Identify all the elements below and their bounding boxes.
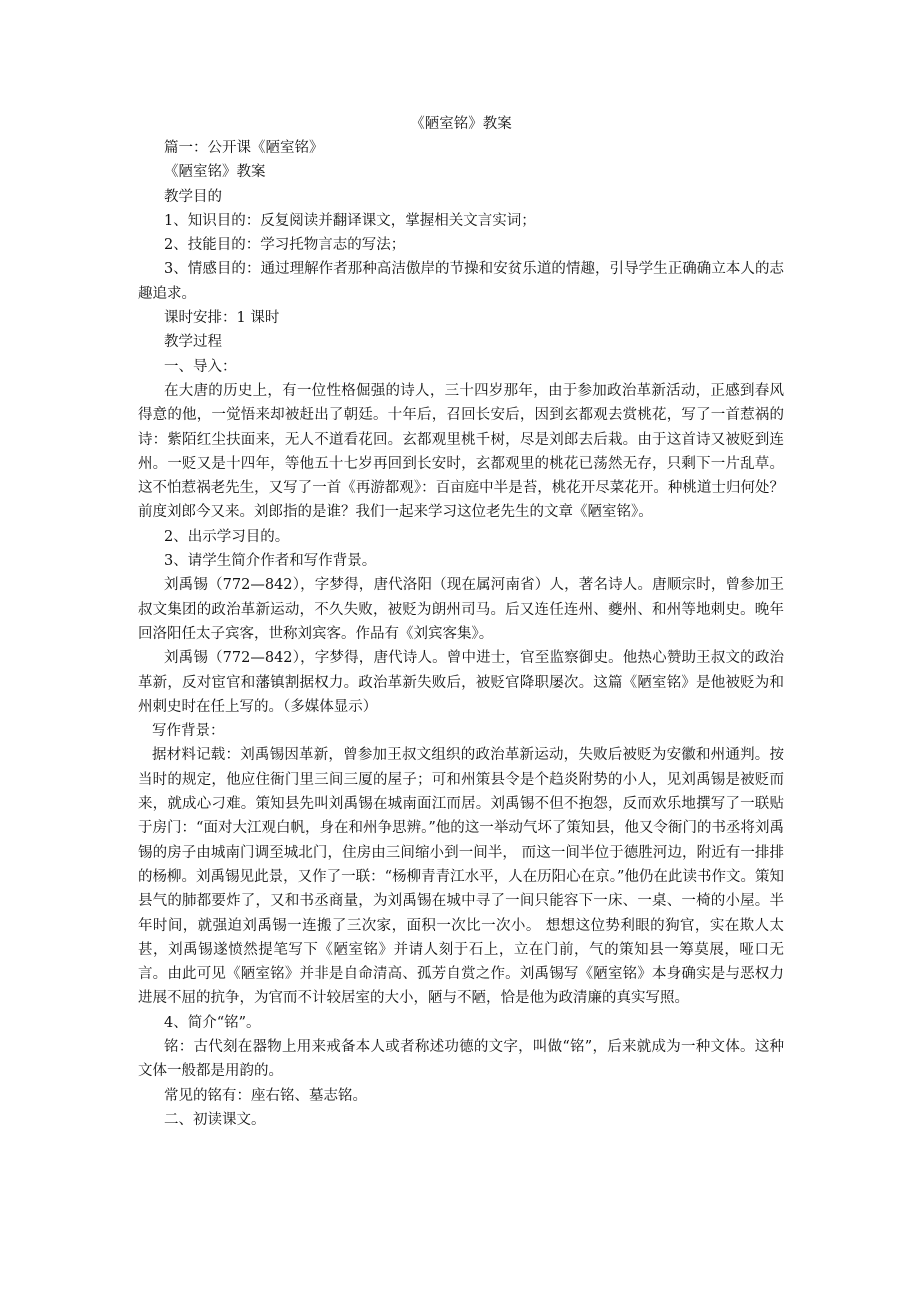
paragraph: 据材料记载：刘禹锡因革新，曾参加王叔文组织的政治革新运动，失败后被贬为安徽和州通判。按当时的规定，他应住衙门里三间三厦的屋子；可和州策县令是个趋炎附势的小人，见刘禹锡是被贬而来，就成心刁难。策知县先叫刘禹锡在城南面江而居。刘禹锡不但不抱怨，反而欢乐地撰写了一联贴于房门：“面对大江观白帆，身在和州争思辨。”他的这一举动气坏了策知县，他又令衙门的书丞将刘禹锡的房子由城南门调至城北门，住房由三间缩小到一间半， 而这一间半位于德胜河边，附近有一排排的杨柳。刘禹锡见此景，又作了一联：“杨柳青青江水平，人在历阳心在京。”他仍在此读书作文。策知县气的肺都要炸了，又和书丞商量，为刘禹锡在城中寻了一间只能容下一床、一桌、一椅的小屋。半年时间，就强迫刘禹锡一连搬了三次家，面积一次比一次小。 想想这位势利眼的狗官，实在欺人太甚，刘禹锡遂愤然提笔写下《陋室铭》并请人刻于石上，立在门前，气的策知县一筹莫展，哑口无言。由此可见《陋室铭》并非是自命清高、孤芳自赏之作。刘禹锡写《陋室铭》本身确实是与恶权力进展不屈的抗争，为官而不计较居室的大小，陋与不陋，恰是他为政清廉的真实写照。 [138, 747, 784, 1007]
paragraph: 4、简介“铭”。 [164, 1014, 261, 1031]
paragraph: 写作背景： [152, 723, 225, 740]
paragraph: 刘禹锡（772—842），字梦得，唐代洛阳（现在属河南省）人，著名诗人。唐顺宗时，曾参加王叔文集团的政治革新运动，不久失败，被贬为朗州司马。后又连任连州、夔州、和州等地刺史。晚年回洛阳任太子宾客，世称刘宾客。作品有《刘宾客集》。 [138, 577, 784, 642]
paragraph: 教学过程 [164, 334, 222, 351]
document-title: 《陋室铭》教案 [410, 116, 512, 132]
paragraph: 篇一：公开课《陋室铭》 [164, 140, 324, 156]
paragraph: 3、请学生简介作者和写作背景。 [164, 553, 377, 570]
paragraph: 教学目的 [164, 188, 222, 205]
paragraph: 在大唐的历史上，有一位性格倔强的诗人，三十四岁那年，由于参加政治革新活动，正感到春风得意的他，一觉悟来却被赶出了朝廷。十年后，召回长安后，因到玄都观去赏桃花，写了一首惹祸的诗：紫陌红尘扶面来，无人不道看花回。玄都观里桃千树，尽是刘郎去后栽。由于这首诗又被贬到连州。一贬又是十四年，等他五十七岁再回到长安时，玄都观里的桃花已荡然无存，只剩下一片乱草。这不怕惹祸老先生，又写了一首《再游都观》：百亩庭中半是苔，桃花开尽菜花开。种桃道士归何处？前度刘郎今又来。刘郎指的是谁？我们一起来学习这位老先生的文章《陋室铭》。 [138, 382, 784, 521]
paragraph: 2、技能目的：学习托物言志的写法； [164, 237, 406, 254]
paragraph: 刘禹锡（772—842），字梦得，唐代诗人。曾中进士，官至监察御史。他热心赞助王叔文的政治革新，反对宦官和藩镇割据权力。政治革新失败后，被贬官降职屡次。这篇《陋室铭》是他被贬为和州刺史时在任上写的。（多媒体显示） [138, 650, 784, 715]
paragraph: 一、导入： [164, 358, 237, 375]
paragraph: 课时安排：1 课时 [164, 310, 280, 327]
document-body [138, 112, 784, 1132]
paragraph: 3、情感目的：通过理解作者那种高洁傲岸的节操和安贫乐道的情趣，引导学生正确确立本人的志趣追求。 [138, 261, 784, 302]
paragraph: 常见的铭有：座右铭、墓志铭。 [164, 1087, 367, 1104]
paragraph: 2、出示学习目的。 [164, 528, 290, 545]
paragraph: 铭：古代刻在器物上用来戒备本人或者称述功德的文字，叫做“铭”，后来就成为一种文体。这种文体一般都是用韵的。 [138, 1038, 784, 1080]
paragraph: 二、初读课文。 [164, 1111, 266, 1128]
paragraph-list [138, 136, 784, 1132]
paragraph: 《陋室铭》教案 [164, 164, 266, 181]
paragraph: 1、知识目的：反复阅读并翻译课文，掌握相关文言实词； [164, 212, 536, 229]
